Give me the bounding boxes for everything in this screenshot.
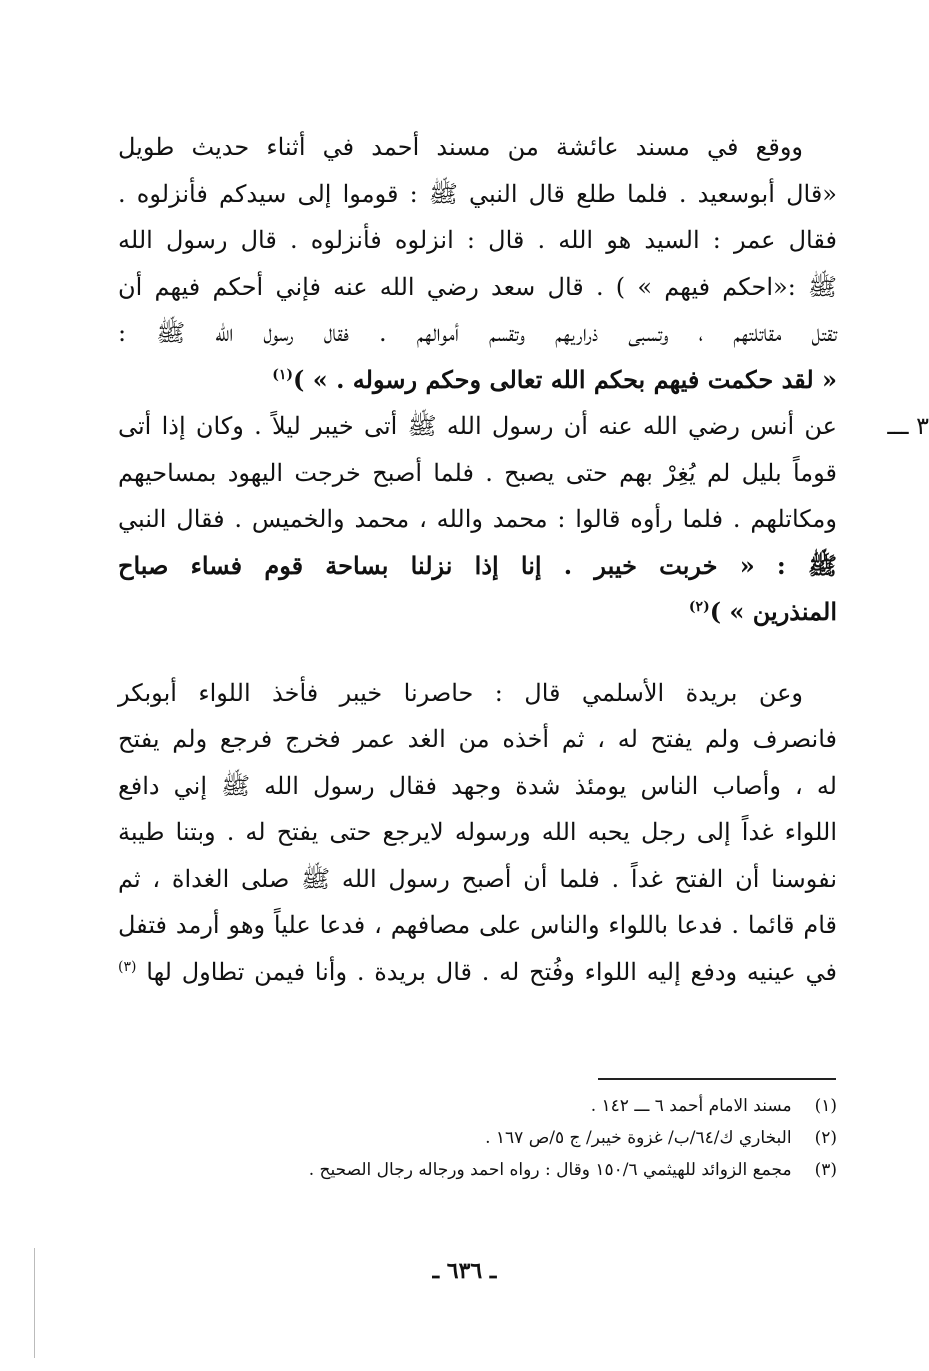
footnote bbox=[118, 1090, 837, 1122]
footnote-text: مسند الامام أحمد ٦ ـــ ١٤٢ . bbox=[590, 1096, 792, 1116]
text-line bbox=[118, 403, 929, 450]
text-line: ووقع في مسند عائشة من مسند أحمد في أثناء حديث طويل bbox=[118, 133, 803, 161]
text-line: «قال أبوسعيد . فلما طلع قال النبي ﷺ : قوموا إلى سيدكم فأنزلوه . bbox=[118, 179, 837, 208]
footnote-text: البخاري ك/٦٤/ب/ غزوة خيبر/ ج ٥/ص ١٦٧ . bbox=[485, 1128, 792, 1148]
footnote bbox=[118, 1154, 837, 1186]
footnote-ref: (٢) bbox=[688, 599, 710, 615]
text-line: قام قائما . فدعا باللواء والناس على مصافهم ، فدعا علياً وهو أرمد فتفل bbox=[118, 911, 837, 939]
line-text: في عينيه ودفع إليه اللواء وفُتح له . قال بريدة . وأنا فيمن تطاول لها bbox=[146, 957, 837, 986]
text-line bbox=[118, 357, 837, 404]
footnote-number: (١) bbox=[814, 1096, 837, 1116]
quote-text: المنذرين » ) bbox=[709, 597, 837, 626]
footnote-text: مجمع الزوائد للهيثمي ١٥٠/٦ وقال : رواه احمد ورجاله رجال الصحيح . bbox=[308, 1160, 792, 1180]
page-number: ـ ٦٣٦ ـ bbox=[432, 1258, 497, 1284]
main-text bbox=[118, 124, 929, 995]
footnote-number: (٢) bbox=[814, 1128, 837, 1148]
footnote-ref: (٣) bbox=[118, 958, 137, 975]
text-line: له ، وأصاب الناس يومئذ شدة وجهد فقال رسول الله ﷺ إني دافع bbox=[118, 771, 837, 800]
text-line: ﷺ : « خربت خيبر . إنا إذا نزلنا بساحة قوم فساء صباح bbox=[118, 550, 837, 580]
paragraph-gap bbox=[118, 636, 837, 670]
text-line bbox=[118, 949, 837, 996]
line-text: عن أنس رضي الله عنه أن رسول الله ﷺ أتى خيبر ليلاً . وكان إذا أتى bbox=[118, 412, 837, 440]
text-line: اللواء غداً إلى رجل يحبه الله ورسوله لايرجع حتى يفتح له . وبتنا طيبة bbox=[118, 818, 837, 846]
text-line: فانصرف ولم يفتح له ، ثم أخذه من الغد عمر فخرج فرجع ولم يفتح bbox=[118, 725, 837, 753]
footnote-ref: (١) bbox=[272, 366, 294, 383]
text-line: ﷺ :«احكم فيهم » ) . قال سعد رضي الله عنه فإني أحكم فيهم أن bbox=[118, 272, 837, 301]
text-line bbox=[118, 589, 837, 636]
text-line: وعن بريدة الأسلمي قال : حاصرنا خيبر فأخذ اللواء أبوبكر bbox=[118, 678, 803, 707]
text-line: ومكاتلهم . فلما رأوه قالوا : محمد والله ، محمد والخميس . فقال النبي bbox=[118, 505, 837, 533]
text-line: فقال عمر : السيد هو الله . قال : انزلوه فأنزلوه . قال رسول الله bbox=[118, 226, 837, 254]
hadith-number: ٣ ـــ bbox=[887, 412, 929, 440]
footnote bbox=[118, 1122, 837, 1154]
text-line: تقتل مقاتلتهم ، وتسبى ذراريهم وتقسم أموالهم . فقال رسول الله ﷺ : bbox=[118, 319, 837, 347]
footnote-divider bbox=[598, 1078, 836, 1080]
footnote-number: (٣) bbox=[814, 1160, 837, 1180]
text-line: قوماً بليل لم يُغِرْ بهم حتى يصبح . فلما أصبح خرجت اليهود بمساحيهم bbox=[118, 458, 837, 487]
text-line: نفوسنا أن الفتح غداً . فلما أن أصبح رسول الله ﷺ صلى الغداة ، ثم bbox=[118, 864, 837, 893]
footnotes bbox=[118, 1090, 837, 1186]
quote-text: « لقد حكمت فيهم بحكم الله تعالى وحكم رسوله . » ) bbox=[293, 364, 837, 394]
